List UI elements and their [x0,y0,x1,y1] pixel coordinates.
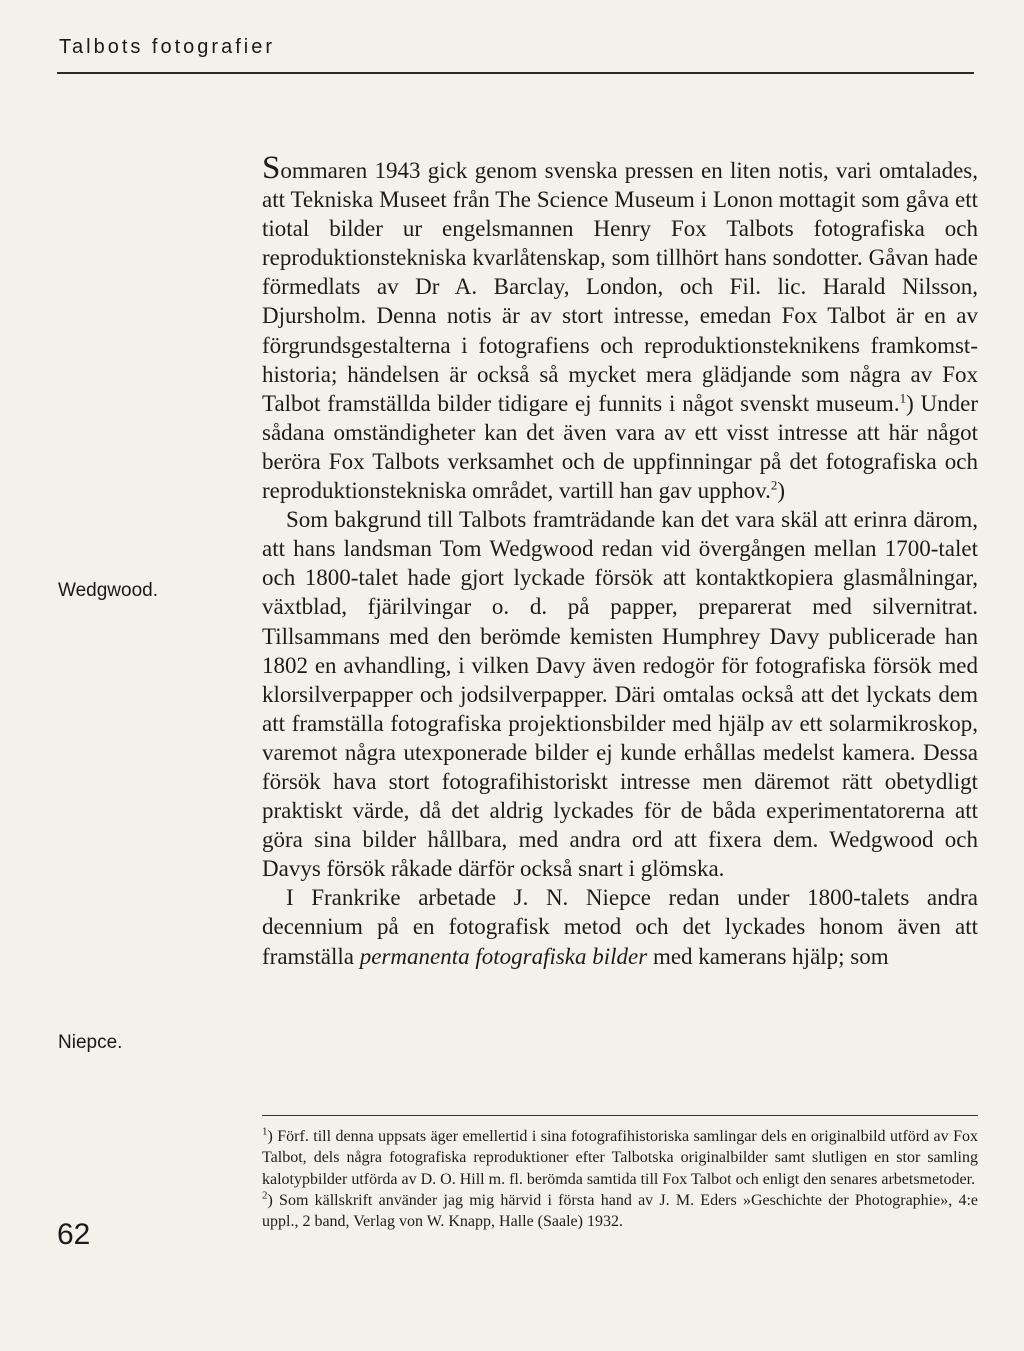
margin-note-wedgwood: Wedgwood. [58,580,158,601]
paragraph-1 [262,152,978,505]
footnotes [262,1126,978,1232]
footnote-rule [262,1115,978,1116]
body-text [262,152,978,971]
drop-cap: S [262,150,281,186]
margin-note-niepce: Niepce. [58,1032,123,1053]
footnote-2-text: ) Som källskrift använder jag mig härvid i första hand av J. M. Eders »Geschichte der Photographie», 4:e uppl., 2 band, Verlag von W. Knapp, Halle (Saale) 1932. [262,1191,978,1231]
paragraph-1-text-c: ) [777,478,786,504]
paragraph-2: Som bakgrund till Talbots framträdande kan det vara skäl att erinra därom, att hans landsman Tom Wedgwood redan vid övergången mellan 1700-talet och 1800-talet hade gjort lyckade försök att kontaktkopiera glasmålningar, växtblad, fjärilvingar o. d. på papper, preparerat med silvernitrat. Tillsammans med den berömde kemisten Humphrey Davy publicerade han 1802 en avhandling, i vilken Davy även redogör för fotografiska försök med klorsilverpapper och jodsilverpapper. Däri omtalas också att det lyckats dem att framställa fotografiska projektionsbilder med hjälp av ett solarmikroskop, varemot några utexponerade bilder ej kunde erhållas medelst kamera. Dessa försök hava stort fotografihistoriskt intresse men däremot rätt obetydligt praktiskt värde, då det aldrig lyckades för de båda experimentatorerna att göra sina bilder hållbara, med andra ord att fixera dem. Wedgwood och Davys försök råkade därför också snart i glömska. [262,507,978,882]
footnote-2 [262,1190,978,1233]
footnote-ref-2: 2 [770,477,778,493]
footnote-1-text: ) Förf. till denna uppsats äger emellertid i sina fotografihistoriska samlingar dels en originalbild utförd av Fox Talbot, dels några fotografiska reproduktioner efter Talbotska originalbilder samt slutligen en stor samling kalotypbilder utförda av D. O. Hill m. fl. berömda samtida till Fox Talbot och enligt den senares arbetsmetoder. [262,1128,978,1188]
footnote-1-number: 1 [262,1125,268,1138]
paragraph-1-text-b: ) Under sådana omständigheter kan det även vara av ett visst intresse att här något beröra Fox Talbots verksamhet och de uppfinningar på det fotografiska och reproduktionstekniska området, vartill han gav upphov. [262,390,979,504]
paragraph-3-text-b: med kamerans hjälp; som [647,943,889,969]
page-number: 62 [57,1218,91,1251]
header-rule [57,72,974,74]
footnote-2-number: 2 [262,1189,268,1202]
running-title: Talbots fotografier [59,36,275,58]
paragraph-3 [262,883,978,970]
paragraph-3-italic: permanenta fotografiska bilder [359,943,648,969]
footnote-ref-1: 1 [899,390,907,406]
footnote-1 [262,1126,978,1190]
paragraph-3-text-a: I Frankrike arbetade J. N. Niepce redan under 1800-talets andra decennium på en fotografisk metod och det lyckades honom även att framställa [262,885,978,969]
paragraph-1-text-a: ommaren 1943 gick genom svenska pressen en liten notis, vari omtalades, att Tekniska Museet från The Science Museum i Lonon mottagit som gåva ett tiotal bilder ur engelsmannen Henry Fox Talbots fotografiska och reproduktionstekniska kvarlåtenskap, som tillhört hans sondotter. Gåvan hade förmedlats av Dr A. Barclay, London, och Fil. lic. Harald Nilsson, Djursholm. Denna notis är av stort intresse, emedan Fox Talbot är en av förgrundsgestalterna i fotografiens och reproduktionsteknikens framkomsthistoria; händelsen är också så mycket mera glädjande som några av Fox Talbot framställda bilder tidigare ej funnits i något svenskt museum. [262,158,978,416]
